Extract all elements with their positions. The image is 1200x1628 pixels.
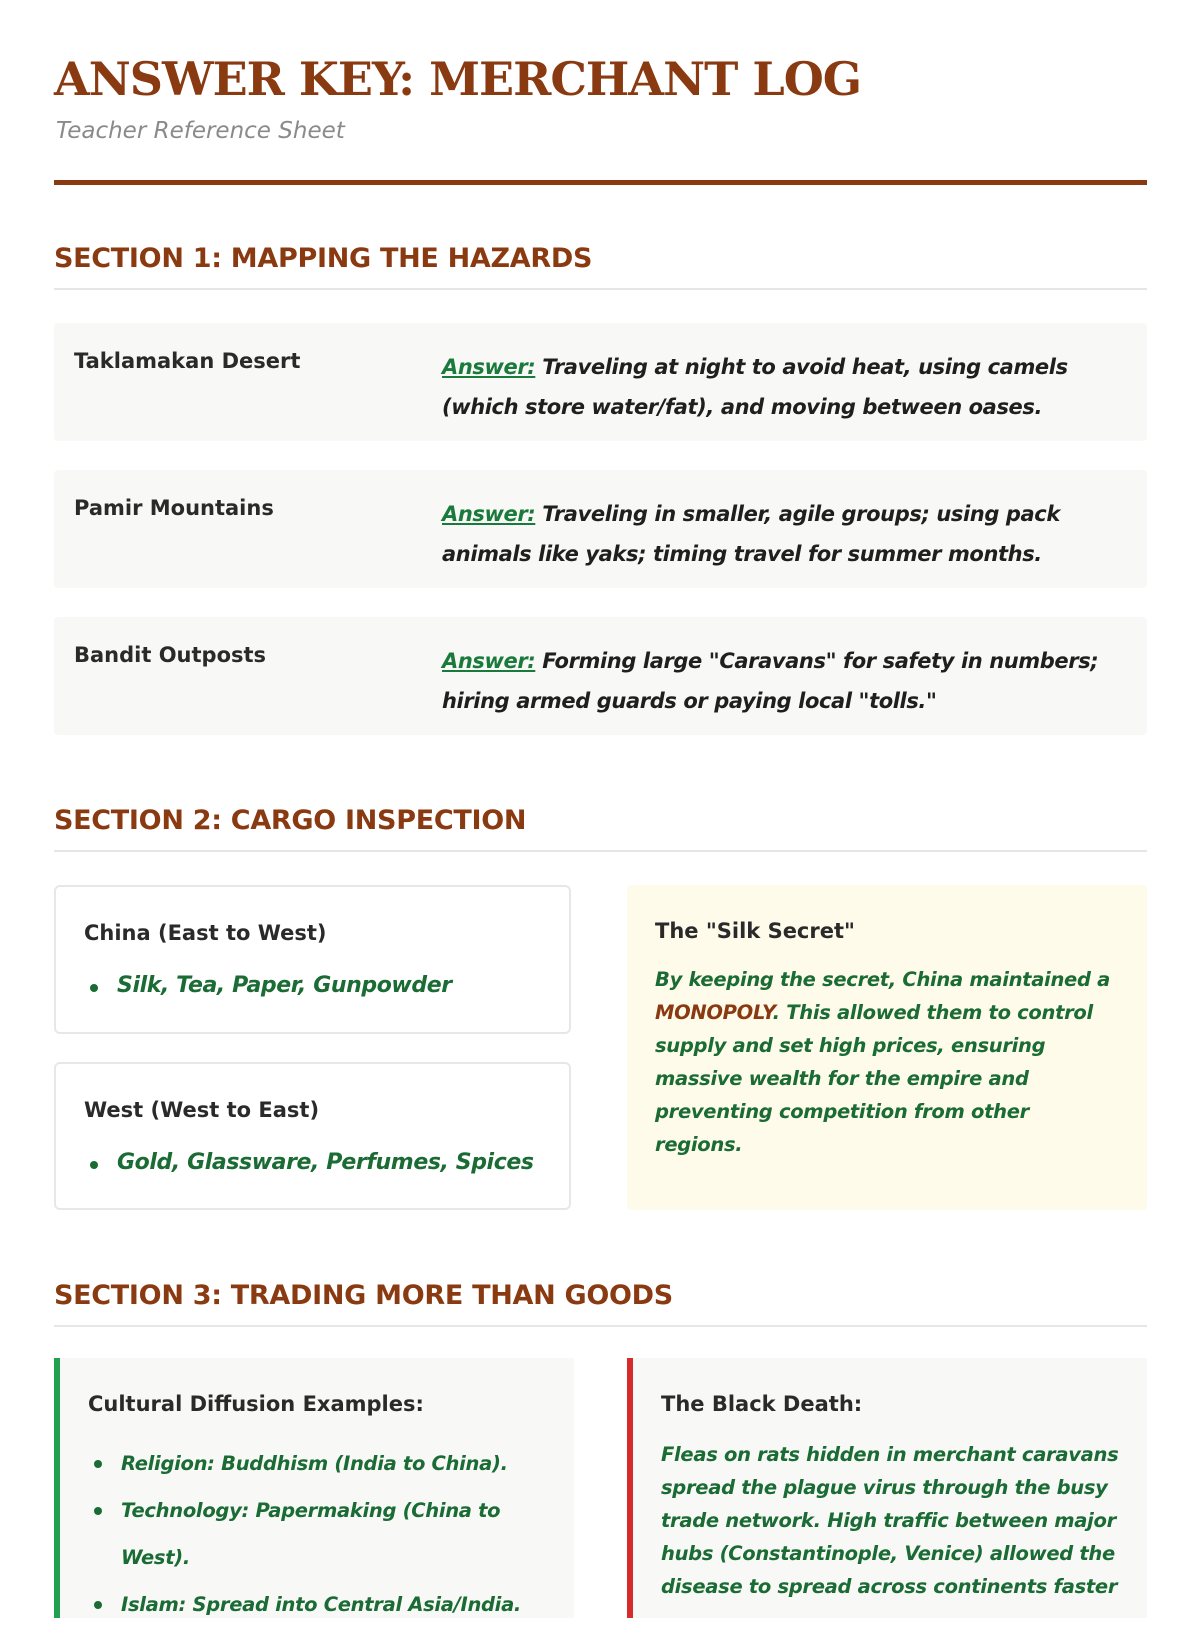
- section-2-title: SECTION 2: CARGO INSPECTION: [54, 805, 1147, 852]
- list-item-text: Religion: Buddhism (India to China).: [121, 1452, 508, 1475]
- monopoly-highlight: MONOPOLY: [655, 1001, 773, 1024]
- answer-text: Traveling at night to avoid heat, using camels (which store water/fat), and moving between oases.: [442, 355, 1068, 419]
- answer-label: Answer:: [442, 355, 536, 379]
- bullet-dot: [94, 1601, 102, 1609]
- answer-text: Forming large "Caravans" for safety in numbers; hiring armed guards or paying local "tolls.": [442, 649, 1099, 713]
- list-item-text: Technology: Papermaking (China to West).: [121, 1499, 501, 1569]
- silk-secret-box: [627, 885, 1147, 1210]
- answer-label: Answer:: [442, 502, 536, 526]
- cultural-diffusion-list: [88, 1440, 574, 1628]
- cargo-box-china: [54, 885, 571, 1034]
- list-item: [88, 1581, 574, 1628]
- list-item: [84, 973, 452, 998]
- section-3-title: SECTION 3: TRADING MORE THAN GOODS: [54, 1280, 1147, 1327]
- bullet-dot: [90, 984, 98, 992]
- list-item: [88, 1440, 574, 1487]
- black-death-box: [627, 1358, 1147, 1618]
- secret-text-part: . This allowed them to control supply and set high prices, ensuring massive wealth for the empire and preventing competition from other regions.: [655, 1001, 1093, 1156]
- hazard-answer: [442, 494, 1102, 574]
- hazard-row: [54, 470, 1147, 588]
- hazard-name: Taklamakan Desert: [74, 349, 301, 373]
- list-item-text: Gold, Glassware, Perfumes, Spices: [117, 1150, 534, 1175]
- bullet-dot: [90, 1161, 98, 1169]
- silk-secret-text: [655, 963, 1115, 1161]
- cargo-list: [84, 973, 452, 998]
- cargo-list: [84, 1150, 534, 1175]
- hazard-answer: [442, 641, 1102, 721]
- hazard-answer: [442, 347, 1102, 427]
- cultural-diffusion-box: [54, 1358, 574, 1618]
- answer-label: Answer:: [442, 649, 536, 673]
- hazard-name: Bandit Outposts: [74, 643, 267, 667]
- page-title: ANSWER KEY: MERCHANT LOG: [54, 52, 862, 106]
- list-item: [84, 1150, 534, 1175]
- hazard-row: [54, 323, 1147, 441]
- answer-text: Traveling in smaller, agile groups; using pack animals like yaks; timing travel for summer months.: [442, 502, 1060, 566]
- black-death-heading: The Black Death:: [661, 1392, 863, 1416]
- cargo-heading: China (East to West): [84, 921, 327, 945]
- list-item-text: Islam: Spread into Central Asia/India.: [121, 1593, 522, 1616]
- silk-secret-title: The "Silk Secret": [655, 919, 855, 943]
- black-death-text: Fleas on rats hidden in merchant caravans spread the plague virus through the busy trade network. High traffic between major hubs (Constantinople, Venice) allowed the disease to spread across continents faster: [661, 1443, 1119, 1598]
- title-divider: [54, 180, 1147, 185]
- list-item: [88, 1487, 574, 1581]
- cultural-diffusion-heading: Cultural Diffusion Examples:: [88, 1392, 424, 1416]
- cargo-box-west: [54, 1062, 571, 1210]
- section-1-title: SECTION 1: MAPPING THE HAZARDS: [54, 243, 1147, 290]
- list-item-text: Silk, Tea, Paper, Gunpowder: [117, 973, 452, 998]
- hazard-row: [54, 617, 1147, 735]
- hazard-name: Pamir Mountains: [74, 496, 274, 520]
- bullet-dot: [94, 1507, 102, 1515]
- bullet-dot: [94, 1460, 102, 1468]
- cargo-heading: West (West to East): [84, 1098, 320, 1122]
- secret-text-part: By keeping the secret, China maintained a: [655, 968, 1110, 991]
- page-subtitle: Teacher Reference Sheet: [56, 118, 345, 144]
